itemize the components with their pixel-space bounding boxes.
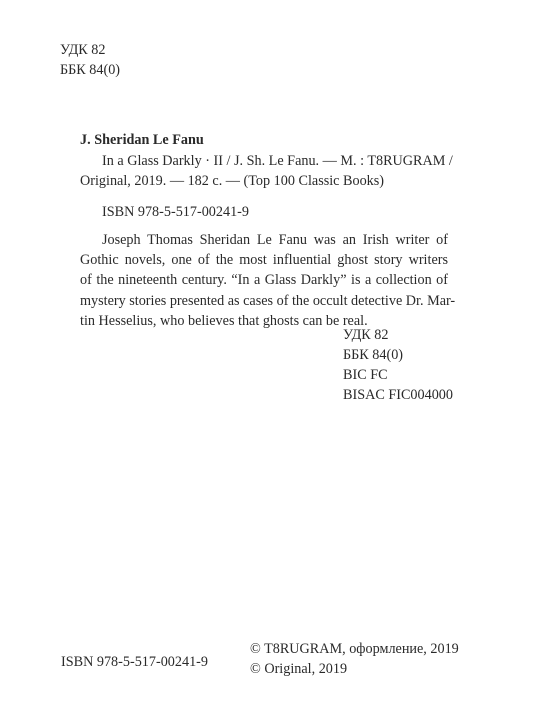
copyright-notice [250, 639, 459, 679]
classification-codes [343, 325, 453, 405]
bibliographic-line-1: In a Glass Darkly · II / J. Sh. Le Fanu. — M. : T8RUGRAM / [102, 153, 453, 169]
isbn-record: ISBN 978-5-517-00241-9 [102, 204, 249, 220]
top-classification-codes [60, 40, 120, 80]
abstract-line: of the nineteenth century. “In a Glass Darkly” is a collection of [80, 272, 448, 289]
bibliographic-line-2: Original, 2019. — 182 с. — (Top 100 Classic Books) [80, 173, 385, 189]
book-abstract [80, 230, 456, 331]
bbk-code: ББК 84(0) [343, 347, 404, 363]
copyright-design: © T8RUGRAM, оформление, 2019 [250, 641, 459, 657]
udk-code: УДК 82 [343, 327, 389, 343]
abstract-line: mystery stories presented as cases of the occult detective Dr. Mar- [80, 292, 456, 309]
bic-code: BIC FC [343, 367, 388, 383]
abstract-line: tin Hesselius, who believes that ghosts can be real. [80, 312, 368, 329]
bibliographic-description [80, 151, 453, 191]
author-name: J. Sheridan Le Fanu [80, 132, 204, 148]
abstract-line: Gothic novels, one of the most influential ghost story writers [80, 252, 448, 269]
copyright-original: © Original, 2019 [250, 661, 348, 677]
abstract-line: Joseph Thomas Sheridan Le Fanu was an Irish writer of [102, 232, 448, 248]
bisac-code: BISAC FIC004000 [343, 387, 453, 403]
udk-code: УДК 82 [60, 42, 106, 58]
footer-isbn: ISBN 978-5-517-00241-9 [61, 654, 208, 670]
bbk-code: ББК 84(0) [60, 62, 121, 78]
